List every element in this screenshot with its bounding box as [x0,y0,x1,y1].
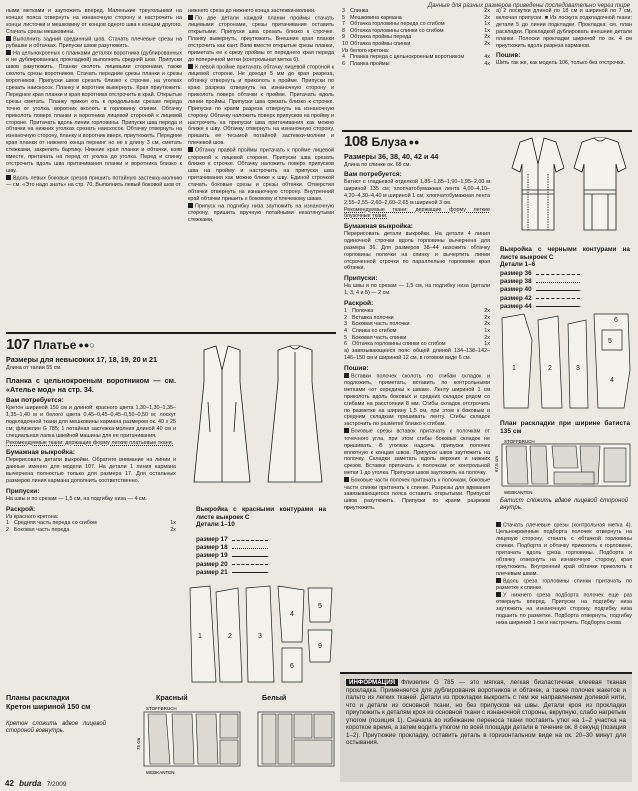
right-paragraph: Шить так же, как модель 106, только без отстрочки. [496,60,625,67]
bullet-square-icon [188,147,193,152]
size-row: размер 21 [196,569,268,577]
middle-paragraph: Обтачку правой проймы притачать к пройме лицевой стороной к лицевой стороне. Припуски шва срезать близко к строчке. Обтачку наложить поверх припусков шва на пройму и настрочить на припуски шва притачивания как можно ближе к шву. Единой строчкой стачать боковые срезы и срезы обтачки. Отверстия обтачки отвернуть на изнаночную сторону. Внутренний край обтачки пришить к боковому и плечевому швам. [188,147,334,202]
cutting-heading: Раскрой: [6,505,36,513]
selvage-label: WEBKANTEN [504,490,533,495]
white-layout-label: Белый [262,693,287,702]
white-fabric-label: Из белого кретона: [342,47,390,54]
left-top-column [6,8,182,189]
pattern-text: Перерисовать детали выкройки. На детали 4 линия одиночной строчки вдоль горловины вычерчена для размера 36. Для размеров 38–44 нахожить обтачку горловины полочки на спинку и вычертить линии отсроченной строчки по параллельно горловине края обтачки. [344,230,490,272]
middle-paragraph: К левой пройме притачать обтачку лицевой стороной к лицевой стороне. Не доходя 5 мм до края разреза, обтачку отвернуть и приколоть к пройме. Припуски по краю разреза отвернуть на изнаночную сторону и приколоть поверх обтачки к пройме. Притачать вдоль линии проймы. Припуски шва срезать близко к строчке. Припуски по краям разреза отвернуть на изнаночную сторону. Обтачку наложить поверх припусков на пройму и настрочить на припуски шва притачивания как можно ближе к шву. Обтачку отвернуть на изнаночную сторону, пришить ее тесьмой потайной застежки-молнии и плечевой шов. [188,64,334,147]
layout-note-107: Кретон сложить вдвое лицевой стороной вовнутрь. [6,721,106,734]
list-item: 4 Планка переда с цельнокроеным воротником 4x [342,54,490,61]
blouse-technical-sketch [498,134,634,242]
list-item: 5 Боковая часть спинки 2x [344,334,490,341]
bullet-square-icon [6,36,11,41]
info-text: Флизелин G 785 — это мягкая, легкая бизластичная клеевая тканая прокладка. Применяется для дублирования воротников и обтачек, а также полочек жакетов и пальто из легких тканей. Детали из прокладки выкроить с тем же направлением долевой нити, что и детали из основной ткани, но без припусков на швы. Детали кроя из прокладки приутюжить к деталям кроя из основной ткани с изнаночной стороны, вкрупную, слабо нагретым утюгом (позиция 1). Сначала во избежание переноса ткани поставить утюг на 1–2 участка на короткое время, а затем водить утюгом по всей площади детали в течение ок. 8 секунд (позиция 1–2). Приутюжие прокладку, оставить деталь в горизонтальном виде на ок. 20–30 минут для остывания. [346,679,626,746]
bullet-square-icon [188,203,193,208]
list-item: 9 Обтачка проймы переда 2x [342,34,490,41]
left-paragraph: Вдоль левых боковых срезов пришить потайную застежку-молнию — см. «Это надо знать» на стр. 70. Выполнить левый боковой шов от [6,175,182,189]
model-108-title [344,133,420,150]
model-107-column [6,356,176,534]
sewing-step: Боковые части полочек притачать к полочкам, боковые части спинки притачать к спинке. Разрезы для вдевания завязывающегося пояса оставить открытыми. Припуски швов разутюжить. Припуски по краям разрезов приутюжить. [344,477,490,512]
pattern-heading: Бумажная выкройка: [6,449,75,457]
model-108-column [344,153,490,512]
svg-text:3: 3 [576,365,580,372]
list-item: 6 Обтачка горловины спинки со сгибом 1x [344,341,490,348]
width-label: 75 cm [136,737,141,750]
pattern-pieces-107 [186,582,338,688]
left-paragraph: Выполнить задний срединный шов. Стачать плечевые срезы на рубашке и обтачках. Припуски швов разутюжить. [6,36,182,50]
list-item: 1 Полочка 2x [344,308,490,315]
size-row: размер 19 [196,552,268,560]
list-item: 3 Боковая часть полочки 2x [344,321,490,328]
svg-text:9: 9 [318,643,322,650]
recommended-fabrics: Рекомендуемые ткани: держащие форму легкие платьевые ткани. [6,439,174,446]
list-item: 2 Вставка полочки 2x [344,314,490,321]
svg-text:5: 5 [608,338,612,345]
svg-text:4: 4 [290,611,294,618]
page-footer [5,779,67,788]
difficulty-dots-icon: ●●○ [78,339,95,350]
sewing-step: У нижнего среза подборта полочек еще раз отвернуть вперед. Припуски на подгибку низа заутюжить на изнаночную сторону, подгибку низа подшить по разметке. Подборта отвернуть, подгибку низа шириной 1 см и настрочить. Подборта снова [496,592,632,627]
list-item: 10 Обтачка проймы спинки 2x [342,40,490,47]
materials-heading: Вам потребуется: [6,397,64,405]
model-107-title [6,336,95,353]
pattern-heading: Бумажная выкройка: [344,222,413,230]
pattern-box-parts: Детали 1–10 [196,521,235,529]
size-row: размер 44 [500,303,580,311]
bullet-square-icon [188,64,193,69]
layout-diagram-108 [496,438,634,496]
length-note: Длина по спинке ок. 68 см. [344,161,411,168]
page-number: 42 [5,779,14,788]
allowances-text: На швы и по срезам — 1,5 см, на подгибку низа (детали 1, 3, 4 и 5) — 2 см. [344,283,490,297]
pattern-pieces-108 [498,310,634,414]
svg-text:6: 6 [290,663,294,670]
pattern-box-parts: Детали 1–6 [500,261,536,269]
layout-note-108: Батист сложить вдвое лицевой стороной внутрь. [500,498,628,511]
sewing-step: Вставки полочек сколоть по сгибам складок и подложить, приметать, вставить по контрольными метками «от середины к швам». Ленту шириной 1 см приколоть вдоль боковых и средних складок рядом со сгибами на расстоянии 8 мм. Сгибы складок отстрочить по разметке на ширину 1,5 см, при этом к боковым и средним складкам пришивать ленту. Сгибы складок застрочить по разметке близко к сгибам. [344,373,490,428]
belt-note: а) завязывающееся пояс общей длиной 134–138–142–146–150 см и шириной 12 см, в готовом виде 6 см. [344,347,490,361]
allowances-heading: Припуски: [344,275,378,283]
svg-text:2: 2 [548,365,552,372]
svg-text:5: 5 [318,603,322,610]
selvage-label: WEBKANTEN [146,770,175,775]
issue-number: 7/2009 [46,781,67,788]
header-note: Данные для разных размеров приведены последовательно через тире [427,3,630,9]
size-row: размер 18 [196,544,268,552]
section-rule [342,130,632,132]
brand-logo: burda [19,779,42,788]
bullet-square-icon [344,373,349,378]
pattern-box-title: Выкройка с красными контурами на листе выкроек С [196,506,326,521]
list-item: 1 Средняя часть переда со сгибом 1x [6,520,176,527]
list-item: 5 Мешковина кармана 2x [342,14,490,21]
list-item: 2 Боковая часть переда 2x [6,526,176,533]
svg-text:3: 3 [258,633,262,640]
layout-108-header [500,420,630,435]
sewing-step: Вдоль среза горловины спинки притачать по разметке к спинке. [496,578,632,592]
sewing-step: Боковые срезы вставок притачать к полочкам от точечного угла, при этом сгибы боковых складок не пришивать. В уголках надсечь припуски полочек вплотную к концам швов. Припуски швов заутюжить на полочку. Складки заметать вдоль верхних и нижних срезов. Вставки притачать к полочкам от контрольной метки 1 до уголка. Припуски швов заутюжить на полочку. [344,428,490,477]
pattern-text: Перерисовать детали выкройки. Обратите внимание на линии и данные именно для модели 107. На детали 1 линия кармана вычерчена полностью только для размера 17. Для остальных размеров линия кармана дополнить соответственно. [6,457,176,484]
bullet-square-icon [496,592,501,597]
middle-top-column [188,8,334,224]
right-paragraph: a) 2 лоскутки длиной по 18 см и шириной по 7 см, включая припуски. ■ Из лоскута подкладочной ткани: детали 5 до линии подкладки. Прокладка: см. план раскладки. Прокладкой дублировать внешние детали планки. Полоски прокладки шириной по ок. 4 см приутюжить вдоль разреза карманов. [496,8,632,49]
layout-title: План раскладки при ширине батиста 135 см [500,420,630,435]
model-name: Платье [33,337,77,352]
top-right-cut-list [342,8,490,67]
svg-text:1: 1 [198,633,202,640]
difficulty-dots-icon: ●● [408,136,420,147]
model-name: Блуза [371,134,407,149]
size-row: размер 20 [196,561,268,569]
fold-label: STOFFBRUCH [504,439,535,444]
cutting-heading: Раскрой: [344,300,374,308]
middle-paragraph: По две детали каждой планки проймы стачать лицевыми сторонами, срезы притачивания оставить открытыми. Припуски шва срезать близко к строчке. Планку вывернуть, приутюжить. Внешние края планки отстрочить как кант. Взяв вместе открытые срезы планки, приметать ее к срезу проймы от переднего края переда до поперечной метки (контрольная метка 6). [188,15,334,63]
materials-text: Кретон шириной 150 см и длиной: красного цвета 1,30–1,30–1,35–1,35–1,40 м и белого цвета 0,45–0,45–0,45–0,50–0,50 м; лоскут подкладочной ткани для мешковины кармана размером ок. 40 x 25 см; флизелин G 785; 1 потайная застежка-молния длиной 40 см и специальная лапка швейной машины для ее притачивания. [6,405,176,439]
layout-107-header [6,694,106,735]
length-note: Длина от талии 55 см. [6,364,62,371]
sewing-heading: Пошив: [344,364,369,372]
svg-text:6: 6 [614,317,618,324]
svg-text:1: 1 [512,365,516,372]
size-row: размер 36 [500,270,580,278]
bullet-square-icon [496,522,501,527]
size-row: размер 40 [500,286,580,294]
size-legend-108 [500,270,580,311]
bullet-square-icon [344,428,349,433]
pattern-box-title: Выкройка с черными контурами на листе выкроек С [500,246,630,261]
list-item: 4 Спинка со сгибом 1x [344,327,490,334]
left-paragraph: На цельнокроеных с планками деталях воротника (дублированных и не дублированных прокладкой) выполнить средний шов. Припуски швов разутюжить. Планки сколоть лицевыми сторонами, также сколоть срезы воротников. Стачать передние срезы планки и срезы воротников. Припуски швов срезать близко к строчке, на уголках срезать наискосок. Планку и воротник вывернуть. Края приутюжить. Переднее края планки и края воротника отстрочить в край. Открытые срезы сметать. Планку прикол оть к продольным срезам переда точно от уголка, воротник вколоть в горловину спинки. Обтачку приколоть поверх планки и воротника лицевой стороной к лицевой стороне. Притачать вдоль линии горловины. Припуски шва переда и обтачки на нижних уголках срезать наискосок. Обтачку отвернуть на изнаночную сторону, планку и воротник вверх, приутюжить. Передние края планки от нижнего конца пернинг но не к длину 3 см, сметать стежками, закрепить бартику. Нижние края планки и обтачки, взяв вместе, притачать на перед от уголка до уголка. Перед и спинку отстрочить вдоль шва притачивания планки и воротника близко к шву. [6,50,182,174]
bullet-square-icon [6,50,11,55]
layout-diagram-107 [108,704,340,776]
layout-title: Планы раскладки [6,693,70,702]
svg-text:4: 4 [610,377,614,384]
red-layout-label: Красный [156,693,188,702]
fold-label: STOFFBRUCH [146,706,177,711]
size-row: размер 38 [500,278,580,286]
allowances-text: На швы и по срезам — 1,5 см, на подгибку низа — 4 см. [6,495,147,502]
red-fabric-label: Из красного кретона: [6,513,59,520]
right-bottom-column [496,522,632,627]
sizes-title: Размеры 36, 38, 40, 42 и 44 [344,152,439,161]
right-top-column [496,8,632,67]
model-number: 107 [6,336,30,353]
size-row: размер 42 [500,295,580,303]
info-tag: ИНФОРМАЦИЯ [346,679,398,686]
sewing-step: Стачать плечевые срезы (контрольная метка 4). Цельнокроенные подбортa полочек отвернуть на лицевую сторону, стачать с обтачкой горловины спинки. Подборта и обтачку приколоть к горловине, притачать вдоль среза горловины. Подборта и обтачку отвернуть на изнаночную сторону, края приутюжить. Внутренний край обтачки приколоть к плечевым швам. [496,522,632,577]
bullet-square-icon [496,578,501,583]
middle-paragraph: нижнего среза до нижнего конца застежки-молнии. [188,8,316,14]
svg-text:2: 2 [228,633,232,640]
size-row: размер 17 [196,536,268,544]
layout-subtitle: Кретон шириной 150 см [6,701,91,711]
pattern-box-107 [196,506,326,529]
sizes-title: Размеры для невысоких 17, 18, 19, 20 и 21 [6,355,157,364]
pattern-box-108 [500,246,630,269]
middle-paragraph: Припуск на подгибку низа заутюжить на изнаночную сторону, пришить вручную потайными незатянутыми стежками. [188,203,334,224]
left-paragraph: ными метками и заутюжить вперед. Маленькие треугольники на концах пояса отвернуть на изнаночную сторону и настрочить на концы листочки и мешковину от концов одного шва к концам другого. Стачать срезы мешковины. [6,8,182,35]
width-label: 67,5 cm [494,455,499,472]
sewing-heading: Пошив: [496,52,521,60]
materials-text: Батист с гладьевой отделкой 1,85–1,85–1,90–1,95–2,00 м шириной 135 см; хлопчатобумажная лента 4,00–4,10–4,20–4,30–4,40 м шириной 1 см; хлопчатобумажная лента 2,55–2,55–2,60–2,60–2,65 м шириной 3 см. [344,179,490,206]
list-item: 6 Планка проймы 4x [342,60,490,67]
plank-note: Планка с цельнокроеным воротником — см. «Ателье мод» на стр. 34. [6,376,176,394]
bullet-square-icon [344,477,349,482]
bullet-square-icon [188,15,193,20]
allowances-heading: Припуски: [6,487,40,495]
section-rule [6,332,336,334]
dress-technical-sketch [180,342,336,492]
materials-heading: Вам потребуется: [344,171,402,179]
list-item: 7 Обтачка горловины переда со сгибом 1x [342,21,490,28]
list-item: 3 Спинка 2x [342,8,490,14]
info-box-fliseline [340,672,632,782]
bullet-square-icon [6,175,11,180]
recommended-fabrics: Рекомендуемые ткани: держащие форму легкие блузочные ткани. [344,206,490,220]
size-legend-107 [196,536,268,577]
model-number: 108 [344,133,368,150]
list-item: 8 Обтачка горловины спинки со сгибом 1x [342,27,490,34]
